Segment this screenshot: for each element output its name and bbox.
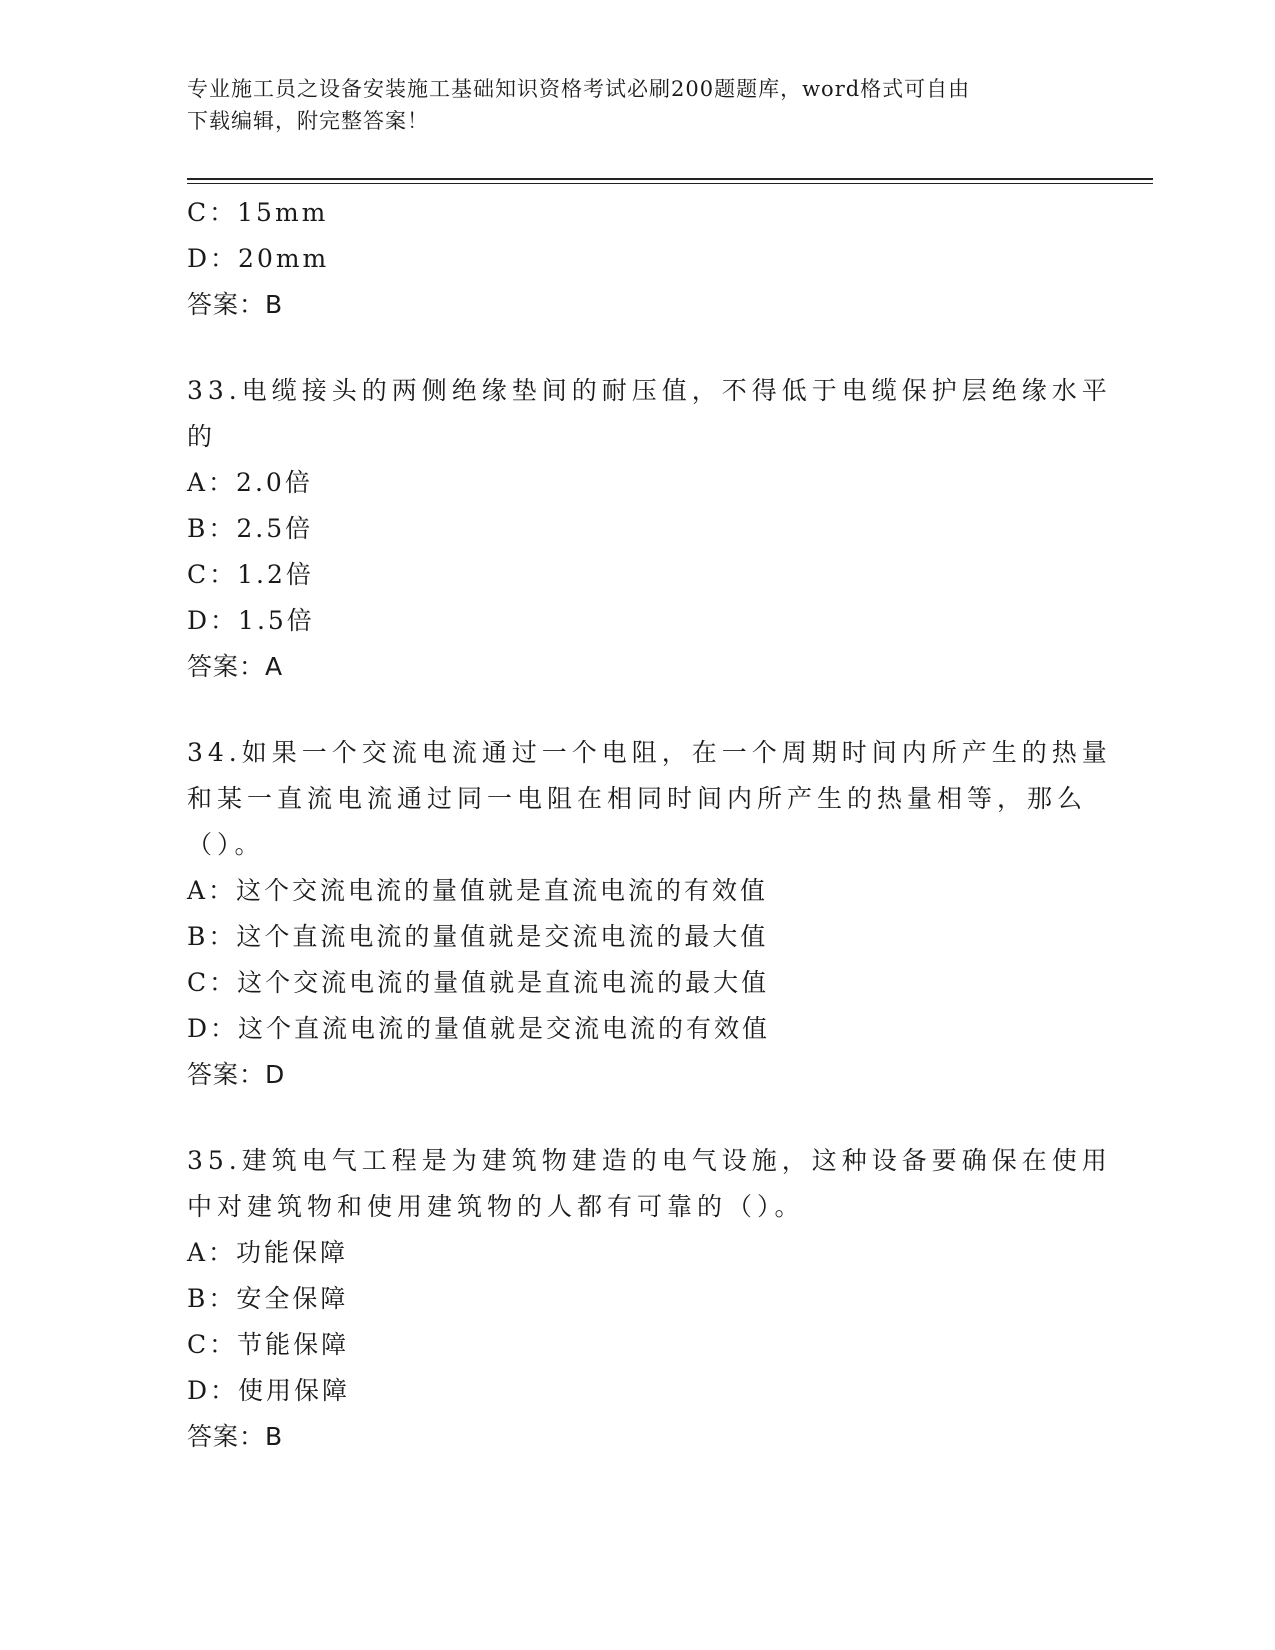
option-b: B：这个直流电流的量值就是交流电流的最大值 (187, 922, 769, 951)
spacer (187, 1098, 1087, 1138)
spacer (187, 690, 1087, 730)
option-a: A：2.0倍 (187, 468, 313, 497)
option-b: B：2.5倍 (187, 514, 314, 543)
option-a: A：这个交流电流的量值就是直流电流的有效值 (187, 876, 769, 905)
header-divider-thin (187, 183, 1153, 184)
question-stem-line: （）。 (187, 830, 265, 859)
option-d: D：20mm (187, 244, 330, 273)
option-d: D：1.5倍 (187, 606, 315, 635)
header-divider-thick (187, 178, 1153, 180)
option-d: D：使用保障 (187, 1376, 351, 1405)
question-list (187, 190, 1112, 1460)
option-a: A：功能保障 (187, 1238, 349, 1267)
header-title-line-2: 下载编辑，附完整答案！ (187, 109, 429, 133)
option-c: C：1.2倍 (187, 560, 314, 589)
option-b: B：安全保障 (187, 1284, 349, 1313)
answer-line: 答案：A (187, 652, 284, 681)
question-33 (187, 368, 1112, 690)
option-d: D：这个直流电流的量值就是交流电流的有效值 (187, 1014, 771, 1043)
answer-line: 答案：B (187, 290, 284, 319)
question-34 (187, 730, 1112, 1098)
answer-line: 答案：D (187, 1060, 286, 1089)
option-c: C：这个交流电流的量值就是直流电流的最大值 (187, 968, 770, 997)
header-title-line-1: 专业施工员之设备安装施工基础知识资格考试必刷200题题库，word格式可自由 (187, 77, 971, 101)
option-c: C：节能保障 (187, 1330, 350, 1359)
document-header (187, 73, 1067, 137)
option-c: C：15mm (187, 198, 329, 227)
question-35 (187, 1138, 1112, 1460)
answer-line: 答案：B (187, 1422, 284, 1451)
question-stem-line: 35.建筑电气工程是为建筑物建造的电气设施，这种设备要确保在使用 (187, 1146, 1112, 1175)
question-stem-line: 的 (187, 422, 218, 451)
question-stem-line: 33.电缆接头的两侧绝缘垫间的耐压值，不得低于电缆保护层绝缘水平 (187, 376, 1112, 405)
question-stem-line: 中对建筑物和使用建筑物的人都有可靠的（）。 (187, 1192, 805, 1221)
question-stem-line: 34.如果一个交流电流通过一个电阻，在一个周期时间内所产生的热量 (187, 738, 1112, 767)
question-32-partial (187, 190, 1087, 328)
spacer (187, 328, 1087, 368)
question-stem-line: 和某一直流电流通过同一电阻在相同时间内所产生的热量相等，那么 (187, 784, 1088, 813)
